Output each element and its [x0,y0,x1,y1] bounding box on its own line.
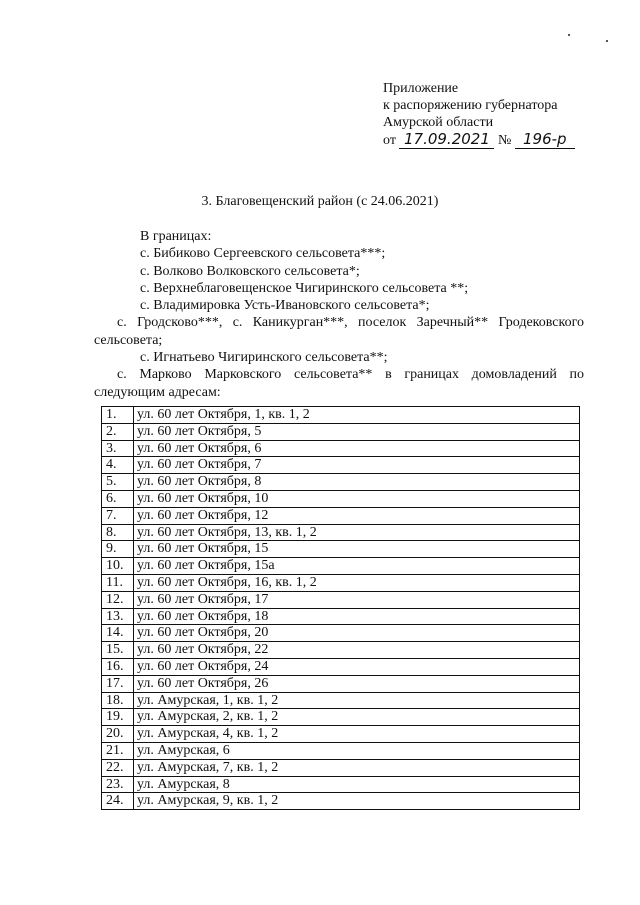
address-table [101,406,580,810]
row-address: ул. Амурская, 6 [134,742,580,759]
paragraph: с. Бибиково Сергеевского сельсовета***; [140,246,386,262]
table-row [102,591,580,608]
row-number: 1. [102,407,134,424]
row-number: 23. [102,776,134,793]
table-row [102,541,580,558]
paragraph: с. Игнатьево Чигиринского сельсовета**; [140,350,388,366]
row-number: 9. [102,541,134,558]
table-row [102,507,580,524]
table-row [102,709,580,726]
table-row [102,642,580,659]
row-address: ул. 60 лет Октября, 16, кв. 1, 2 [134,574,580,591]
row-number: 12. [102,591,134,608]
row-address: ул. Амурская, 7, кв. 1, 2 [134,759,580,776]
row-address: ул. 60 лет Октября, 26 [134,675,580,692]
document-body [94,228,584,401]
row-number: 21. [102,742,134,759]
row-address: ул. 60 лет Октября, 13, кв. 1, 2 [134,524,580,541]
table-row [102,608,580,625]
row-address: ул. 60 лет Октября, 6 [134,440,580,457]
row-number: 19. [102,709,134,726]
row-address: ул. Амурская, 2, кв. 1, 2 [134,709,580,726]
section-title: 3. Благовещенский район (с 24.06.2021) [201,194,439,209]
table-row [102,524,580,541]
row-number: 4. [102,457,134,474]
row-number: 18. [102,692,134,709]
row-address: ул. 60 лет Октября, 10 [134,490,580,507]
row-address: ул. 60 лет Октября, 1, кв. 1, 2 [134,407,580,424]
table-row [102,793,580,810]
scan-speck [568,34,570,36]
row-address: ул. 60 лет Октября, 22 [134,642,580,659]
row-number: 7. [102,507,134,524]
table-row [102,658,580,675]
row-address: ул. 60 лет Октября, 20 [134,625,580,642]
date-prefix: от [383,133,396,148]
table-row [102,574,580,591]
row-address: ул. 60 лет Октября, 15 [134,541,580,558]
table-row [102,457,580,474]
row-address: ул. 60 лет Октября, 8 [134,474,580,491]
row-number: 20. [102,726,134,743]
table-row [102,759,580,776]
appendix-line: Амурской области [383,115,494,130]
row-number: 24. [102,793,134,810]
paragraph: В границах: [140,229,212,244]
row-number: 16. [102,658,134,675]
row-address: ул. 60 лет Октября, 17 [134,591,580,608]
row-number: 14. [102,625,134,642]
appendix-line: Приложение [383,81,459,96]
table-row [102,440,580,457]
table-row [102,742,580,759]
row-address: ул. Амурская, 1, кв. 1, 2 [134,692,580,709]
row-number: 13. [102,608,134,625]
handwritten-number: 196-р [515,131,575,149]
table-row [102,474,580,491]
appendix-date-line [383,131,575,149]
paragraph: с. Верхнеблаговещенское Чигиринского сельсовета **; [140,280,469,296]
appendix-header [383,80,575,149]
row-address: ул. 60 лет Октября, 7 [134,457,580,474]
row-number: 10. [102,558,134,575]
row-number: 5. [102,474,134,491]
scan-speck [606,40,608,42]
paragraph: с. Гродсково***, с. Каникурган***, поселок Заречный** Гродековского сельсовета; [94,315,584,348]
row-number: 6. [102,490,134,507]
table-row [102,675,580,692]
appendix-line: к распоряжению губернатора [383,98,558,113]
handwritten-date: 17.09.2021 [399,131,494,149]
row-number: 15. [102,642,134,659]
row-number: 2. [102,423,134,440]
paragraph: с. Марково Марковского сельсовета** в границах домовладений по следующим адресам: [94,367,584,400]
row-number: 3. [102,440,134,457]
table-row [102,407,580,424]
table-row [102,776,580,793]
paragraph: с. Волково Волковского сельсовета*; [140,263,360,279]
table-row [102,558,580,575]
row-address: ул. Амурская, 4, кв. 1, 2 [134,726,580,743]
row-address: ул. Амурская, 9, кв. 1, 2 [134,793,580,810]
row-address: ул. 60 лет Октября, 5 [134,423,580,440]
row-address: ул. 60 лет Октября, 12 [134,507,580,524]
number-prefix: № [497,133,512,148]
row-address: ул. 60 лет Октября, 18 [134,608,580,625]
table-row [102,625,580,642]
table-row [102,726,580,743]
paragraph: с. Владимировка Усть-Ивановского сельсовета*; [140,298,430,314]
row-number: 11. [102,574,134,591]
row-number: 17. [102,675,134,692]
row-address: ул. 60 лет Октября, 15а [134,558,580,575]
table-row [102,423,580,440]
row-number: 22. [102,759,134,776]
row-address: ул. 60 лет Октября, 24 [134,658,580,675]
row-address: ул. Амурская, 8 [134,776,580,793]
table-row [102,692,580,709]
row-number: 8. [102,524,134,541]
table-row [102,490,580,507]
